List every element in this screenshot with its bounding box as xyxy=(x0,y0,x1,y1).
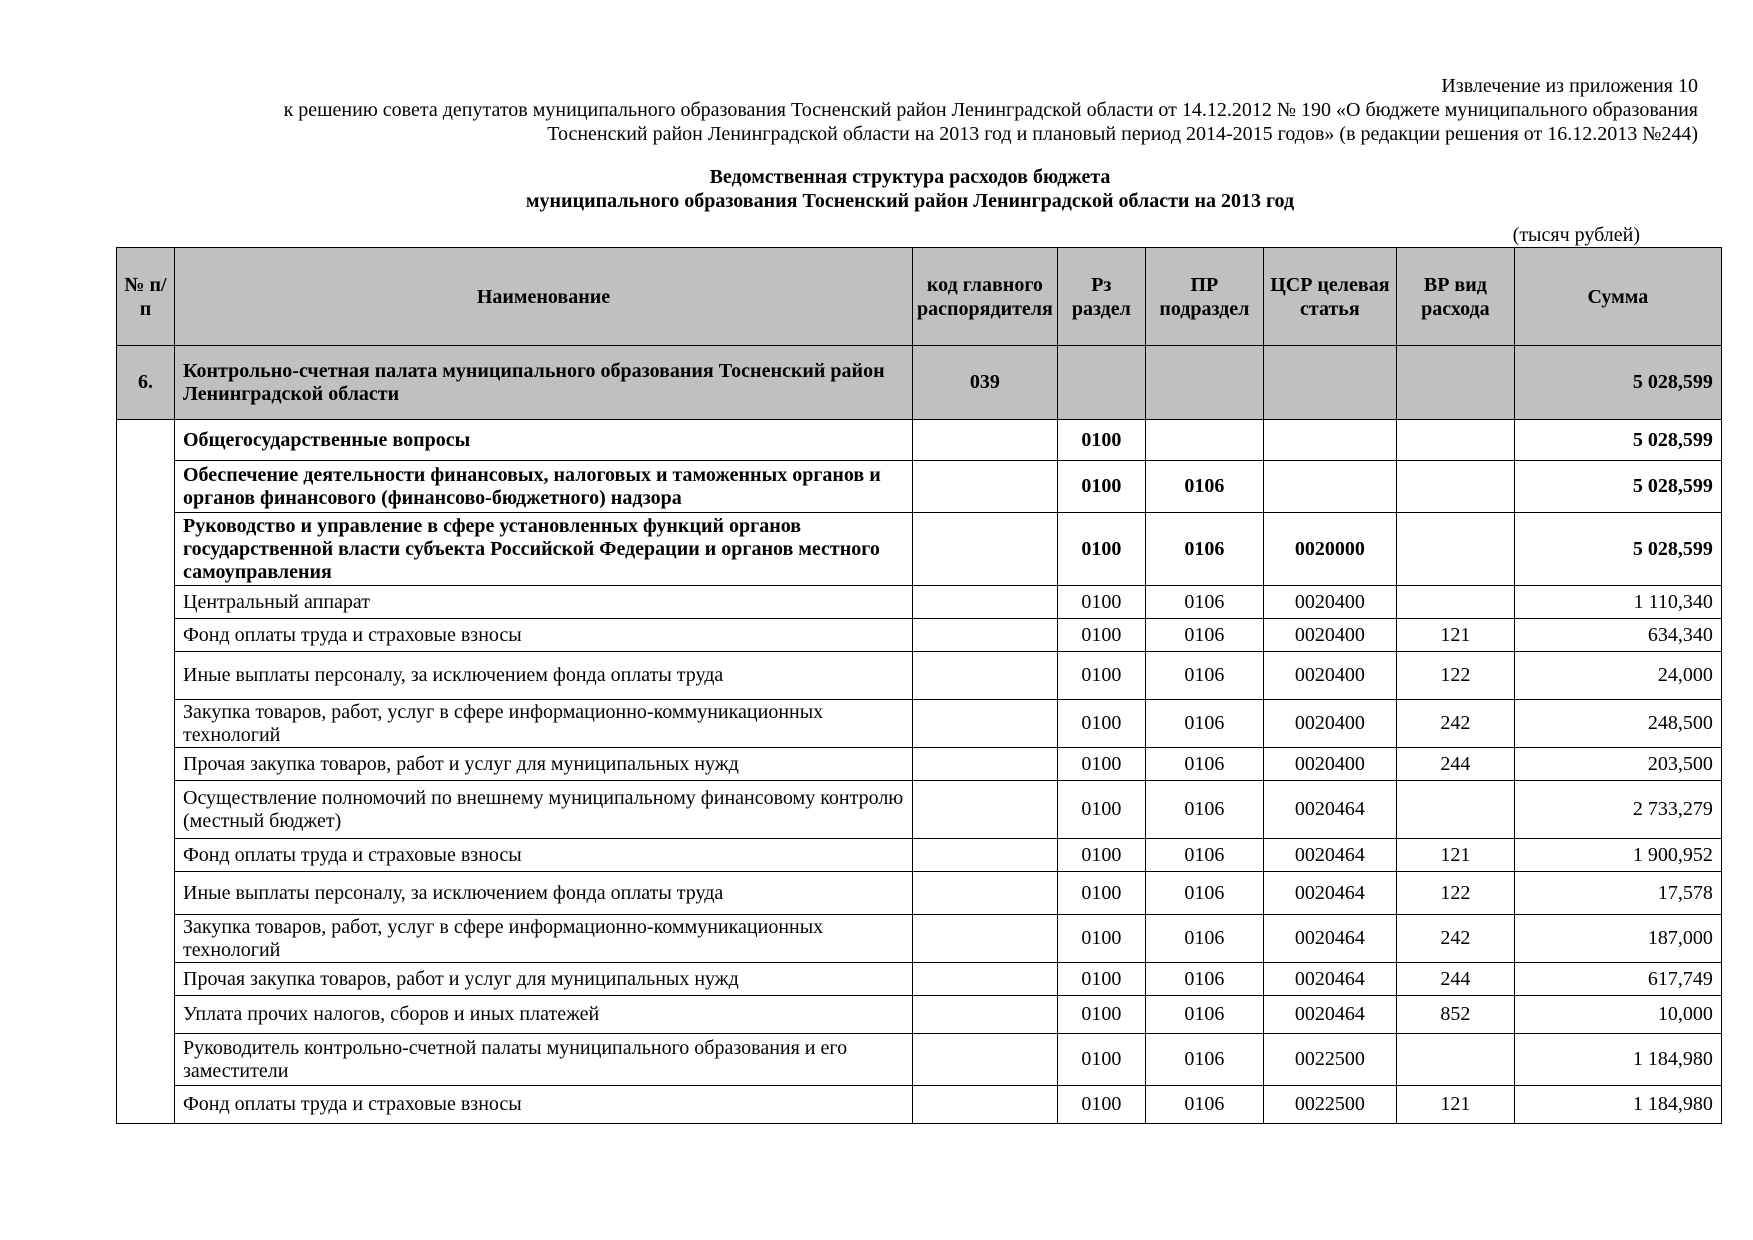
row-code xyxy=(913,781,1058,839)
table-row xyxy=(117,619,1722,652)
row-csr: 0020400 xyxy=(1263,586,1396,619)
row-pr: 0106 xyxy=(1145,781,1263,839)
org-pr xyxy=(1145,346,1263,420)
row-pr: 0106 xyxy=(1145,748,1263,781)
row-pr: 0106 xyxy=(1145,700,1263,748)
row-vr xyxy=(1396,420,1514,461)
row-rz: 0100 xyxy=(1057,996,1145,1034)
row-vr xyxy=(1396,781,1514,839)
table-row xyxy=(117,1034,1722,1086)
row-pr: 0106 xyxy=(1145,652,1263,700)
col-header-code: код главного распорядителя xyxy=(913,248,1058,346)
row-code xyxy=(913,839,1058,872)
row-sum: 1 110,340 xyxy=(1514,586,1721,619)
title-line-1: Ведомственная структура расходов бюджета xyxy=(709,166,1111,188)
row-pr: 0106 xyxy=(1145,915,1263,963)
col-header-sum: Сумма xyxy=(1514,248,1721,346)
row-csr: 0020464 xyxy=(1263,872,1396,915)
row-sum: 10,000 xyxy=(1514,996,1721,1034)
row-vr xyxy=(1396,513,1514,586)
row-code xyxy=(913,461,1058,513)
table-row xyxy=(117,872,1722,915)
row-code xyxy=(913,1086,1058,1124)
row-sum: 2 733,279 xyxy=(1514,781,1721,839)
row-code xyxy=(913,915,1058,963)
row-vr: 122 xyxy=(1396,652,1514,700)
row-pr: 0106 xyxy=(1145,872,1263,915)
row-csr: 0022500 xyxy=(1263,1034,1396,1086)
row-rz: 0100 xyxy=(1057,748,1145,781)
row-name: Закупка товаров, работ, услуг в сфере информационно-коммуникационных технологий xyxy=(175,700,913,748)
table-row xyxy=(117,963,1722,996)
row-rz: 0100 xyxy=(1057,915,1145,963)
org-code: 039 xyxy=(913,346,1058,420)
row-code xyxy=(913,700,1058,748)
row-csr xyxy=(1263,461,1396,513)
row-csr: 0020400 xyxy=(1263,748,1396,781)
row-pr: 0106 xyxy=(1145,461,1263,513)
table-row xyxy=(117,461,1722,513)
col-header-name: Наименование xyxy=(175,248,913,346)
row-vr xyxy=(1396,586,1514,619)
org-row xyxy=(117,346,1722,420)
row-pr: 0106 xyxy=(1145,839,1263,872)
table-row xyxy=(117,652,1722,700)
document-header xyxy=(180,74,1698,146)
row-csr: 0020464 xyxy=(1263,996,1396,1034)
row-vr: 244 xyxy=(1396,748,1514,781)
row-code xyxy=(913,963,1058,996)
row-vr: 244 xyxy=(1396,963,1514,996)
row-pr: 0106 xyxy=(1145,619,1263,652)
table-row xyxy=(117,781,1722,839)
row-sum: 24,000 xyxy=(1514,652,1721,700)
row-sum: 203,500 xyxy=(1514,748,1721,781)
row-name: Фонд оплаты труда и страховые взносы xyxy=(175,839,913,872)
row-csr: 0020400 xyxy=(1263,700,1396,748)
header-line-3: Тосненский район Ленинградской области на 2013 год и плановый период 2014-2015 годов» (в редакции решения от 16.12.2013 №244) xyxy=(547,123,1698,145)
row-sum: 1 184,980 xyxy=(1514,1034,1721,1086)
col-header-rz: Рз раздел xyxy=(1057,248,1145,346)
row-name: Осуществление полномочий по внешнему муниципальному финансовому контролю (местный бюджет) xyxy=(175,781,913,839)
row-name: Закупка товаров, работ, услуг в сфере информационно-коммуникационных технологий xyxy=(175,915,913,963)
row-csr: 0020464 xyxy=(1263,963,1396,996)
row-csr: 0020464 xyxy=(1263,781,1396,839)
row-name: Фонд оплаты труда и страховые взносы xyxy=(175,619,913,652)
col-header-pr: ПР подраздел xyxy=(1145,248,1263,346)
table-row xyxy=(117,839,1722,872)
table-row xyxy=(117,420,1722,461)
row-vr: 122 xyxy=(1396,872,1514,915)
row-sum: 1 900,952 xyxy=(1514,839,1721,872)
row-rz: 0100 xyxy=(1057,586,1145,619)
row-rz: 0100 xyxy=(1057,872,1145,915)
row-pr: 0106 xyxy=(1145,586,1263,619)
row-name: Руководитель контрольно-счетной палаты муниципального образования и его заместители xyxy=(175,1034,913,1086)
row-rz: 0100 xyxy=(1057,461,1145,513)
table-row xyxy=(117,586,1722,619)
table-row xyxy=(117,700,1722,748)
document-title xyxy=(0,165,1753,213)
row-name: Уплата прочих налогов, сборов и иных платежей xyxy=(175,996,913,1034)
row-sum: 5 028,599 xyxy=(1514,420,1721,461)
row-csr: 0022500 xyxy=(1263,1086,1396,1124)
row-pr: 0106 xyxy=(1145,1086,1263,1124)
row-pr: 0106 xyxy=(1145,1034,1263,1086)
col-header-num: № п/п xyxy=(117,248,175,346)
row-vr: 242 xyxy=(1396,915,1514,963)
row-name: Обеспечение деятельности финансовых, налоговых и таможенных органов и органов финансового (финансово-бюджетного) надзора xyxy=(175,461,913,513)
row-code xyxy=(913,996,1058,1034)
row-vr: 121 xyxy=(1396,619,1514,652)
header-line-1: Извлечение из приложения 10 xyxy=(1441,75,1698,97)
row-name: Фонд оплаты труда и страховые взносы xyxy=(175,1086,913,1124)
row-pr: 0106 xyxy=(1145,513,1263,586)
row-code xyxy=(913,513,1058,586)
row-rz: 0100 xyxy=(1057,1034,1145,1086)
row-csr: 0020464 xyxy=(1263,839,1396,872)
row-pr: 0106 xyxy=(1145,996,1263,1034)
row-vr: 121 xyxy=(1396,839,1514,872)
table-row xyxy=(117,996,1722,1034)
row-code xyxy=(913,872,1058,915)
table-row xyxy=(117,915,1722,963)
row-sum: 5 028,599 xyxy=(1514,461,1721,513)
row-code xyxy=(913,748,1058,781)
row-rz: 0100 xyxy=(1057,513,1145,586)
row-sum: 17,578 xyxy=(1514,872,1721,915)
row-rz: 0100 xyxy=(1057,839,1145,872)
row-sum: 5 028,599 xyxy=(1514,513,1721,586)
table-header-row xyxy=(117,248,1722,346)
num-cell-empty xyxy=(117,420,175,1124)
budget-table xyxy=(116,247,1722,1124)
col-header-vr: ВР вид расхода xyxy=(1396,248,1514,346)
units-label: (тысяч рублей) xyxy=(1512,224,1640,246)
row-vr xyxy=(1396,1034,1514,1086)
col-header-csr: ЦСР целевая статья xyxy=(1263,248,1396,346)
row-vr: 121 xyxy=(1396,1086,1514,1124)
row-vr: 852 xyxy=(1396,996,1514,1034)
org-csr xyxy=(1263,346,1396,420)
org-rz xyxy=(1057,346,1145,420)
title-line-2: муниципального образования Тосненский район Ленинградской области на 2013 год xyxy=(525,190,1295,212)
row-vr xyxy=(1396,461,1514,513)
row-rz: 0100 xyxy=(1057,619,1145,652)
table-row xyxy=(117,513,1722,586)
row-name: Центральный аппарат xyxy=(175,586,913,619)
table-row xyxy=(117,1086,1722,1124)
row-sum: 248,500 xyxy=(1514,700,1721,748)
row-csr: 0020000 xyxy=(1263,513,1396,586)
row-rz: 0100 xyxy=(1057,700,1145,748)
row-name: Иные выплаты персоналу, за исключением фонда оплаты труда xyxy=(175,872,913,915)
org-sum: 5 028,599 xyxy=(1514,346,1721,420)
org-name: Контрольно-счетная палата муниципального образования Тосненский район Ленинградской области xyxy=(175,346,913,420)
row-csr: 0020464 xyxy=(1263,915,1396,963)
row-code xyxy=(913,652,1058,700)
row-csr: 0020400 xyxy=(1263,619,1396,652)
row-name: Прочая закупка товаров, работ и услуг для муниципальных нужд xyxy=(175,963,913,996)
row-rz: 0100 xyxy=(1057,652,1145,700)
org-num: 6. xyxy=(117,346,175,420)
header-line-2: к решению совета депутатов муниципального образования Тосненский район Ленинградской области от 14.12.2012 № 190 «О бюджете муниципального образования xyxy=(283,99,1698,121)
row-name: Иные выплаты персоналу, за исключением фонда оплаты труда xyxy=(175,652,913,700)
row-code xyxy=(913,619,1058,652)
row-rz: 0100 xyxy=(1057,963,1145,996)
row-pr xyxy=(1145,420,1263,461)
row-csr: 0020400 xyxy=(1263,652,1396,700)
row-rz: 0100 xyxy=(1057,420,1145,461)
row-name: Прочая закупка товаров, работ и услуг для муниципальных нужд xyxy=(175,748,913,781)
org-vr xyxy=(1396,346,1514,420)
row-code xyxy=(913,1034,1058,1086)
row-sum: 617,749 xyxy=(1514,963,1721,996)
row-csr xyxy=(1263,420,1396,461)
row-vr: 242 xyxy=(1396,700,1514,748)
row-code xyxy=(913,586,1058,619)
row-rz: 0100 xyxy=(1057,781,1145,839)
row-sum: 1 184,980 xyxy=(1514,1086,1721,1124)
table-row xyxy=(117,748,1722,781)
row-name: Общегосударственные вопросы xyxy=(175,420,913,461)
row-sum: 187,000 xyxy=(1514,915,1721,963)
row-pr: 0106 xyxy=(1145,963,1263,996)
row-rz: 0100 xyxy=(1057,1086,1145,1124)
row-code xyxy=(913,420,1058,461)
row-sum: 634,340 xyxy=(1514,619,1721,652)
row-name: Руководство и управление в сфере установленных функций органов государственной власти субъекта Российской Федерации и органов местного самоуправления xyxy=(175,513,913,586)
